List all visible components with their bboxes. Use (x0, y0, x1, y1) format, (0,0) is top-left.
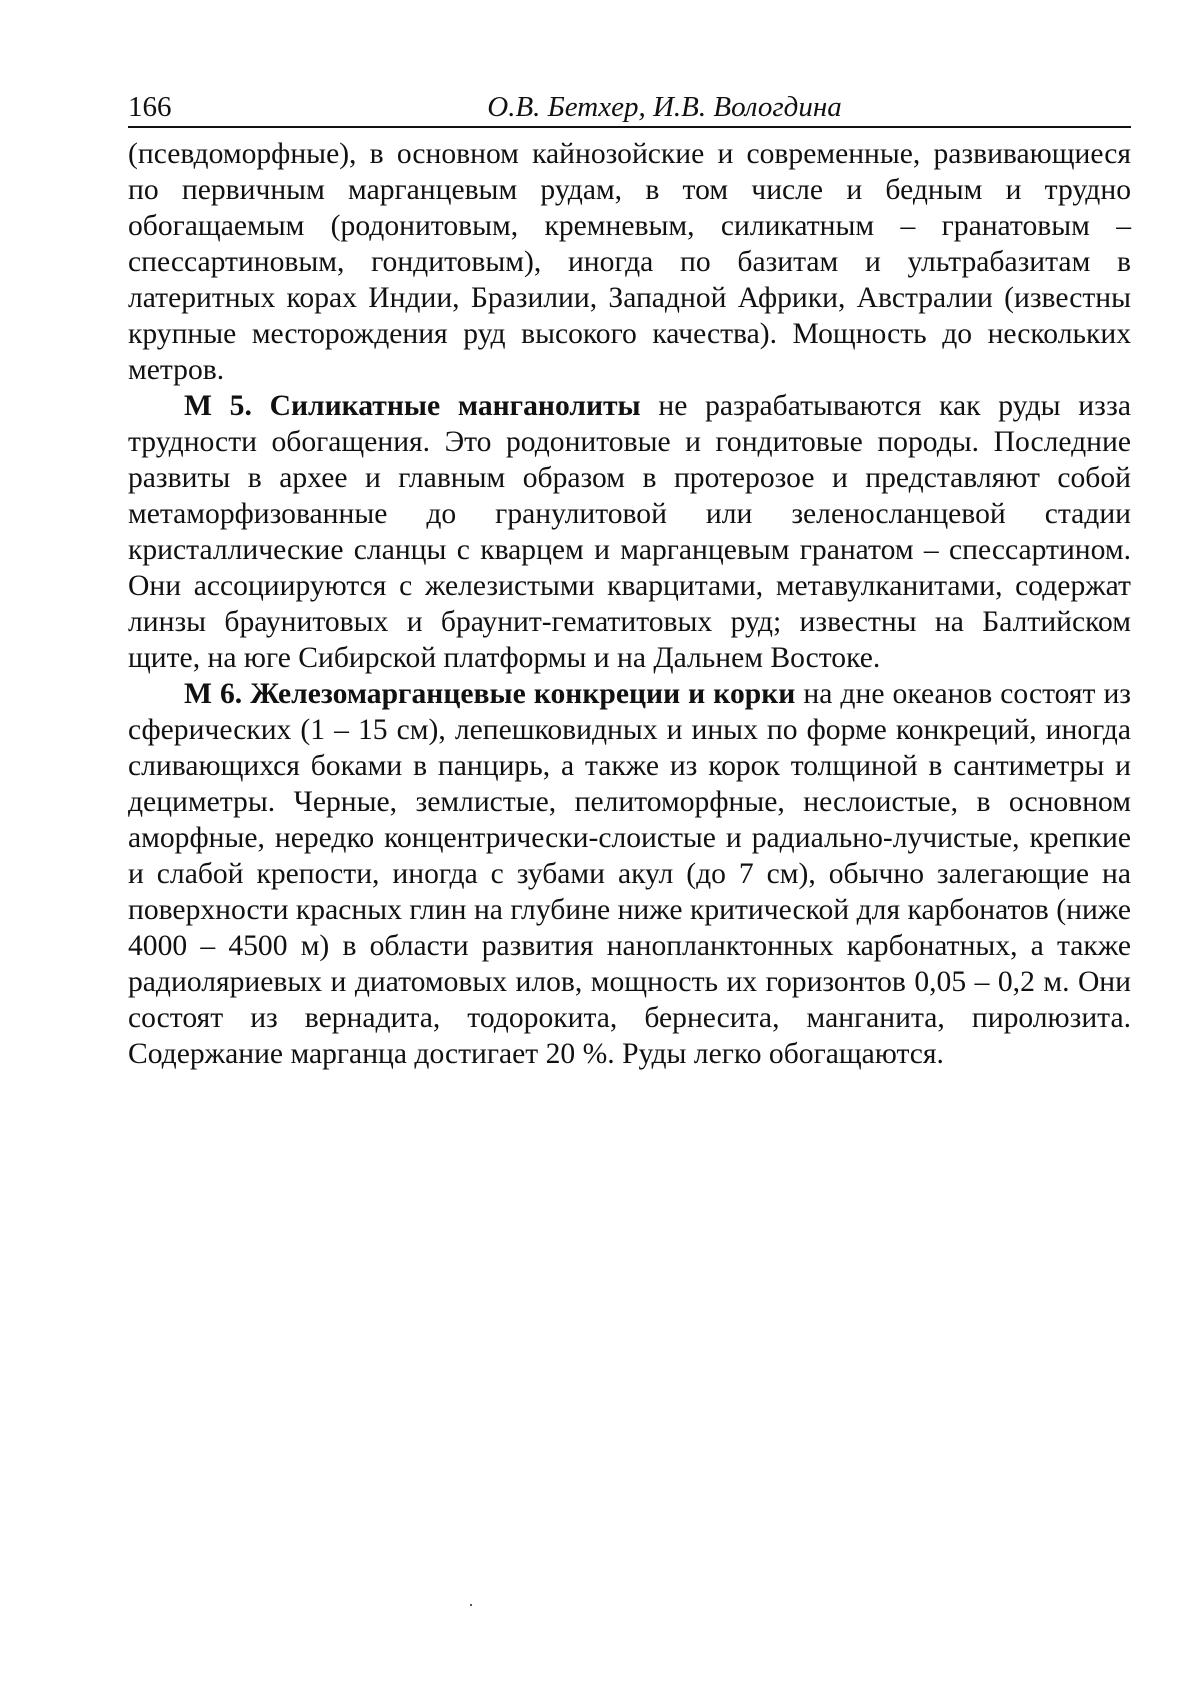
paragraph-text: не разрабатываются как руды изза трудности обогащения. Это родонитовые и гондитовые породы. Последние развиты в архее и главным образом в протерозое и представляют собой метаморфизованные до гранулитовой или зеленосланцевой стадии кристаллические сланцы с кварцем и марганцевым гранатом – спессартином. Они ассоциируются с железистыми кварцитами, метавулканитами, содержат линзы браунитовых и браунит-гематитовых руд; известны на Балтийском щите, на юге Сибирской платформы и на Дальнем Востоке. (128, 390, 1131, 674)
running-header (128, 88, 1131, 128)
paragraph-continuation (128, 136, 1131, 388)
scan-speck (470, 1604, 472, 1606)
page-number: 166 (128, 91, 172, 123)
running-header-authors: О.В. Бетхер, И.В. Вологдина (487, 91, 842, 123)
paragraph-text: на дне океанов состоят из сферических (1 – 15 см), лепешковидных и иных по форме конкреций, иногда сливающихся боками в панцирь, а также из корок толщиной в сантиметры и дециметры. Черные, землистые, пелитоморфные, неслоистые, в основном аморфные, нередко концентрически-слоистые и радиально-лучистые, крепкие и слабой крепости, иногда с зубами акул (до 7 см), обычно залегающие на поверхности красных глин на глубине ниже критической для карбонатов (ниже 4000 – 4500 м) в области развития нанопланктонных карбонатных, а также радиоляриевых и диатомовых илов, мощность их горизонтов 0,05 – 0,2 м. Они состоят из вернадита, тодорокита, бернесита, манганита, пиролюзита. Содержание марганца достигает 20 %. Руды легко обогащаются. (128, 678, 1131, 1070)
paragraph-m6 (128, 676, 1131, 1072)
section-term-m5: М 5. Силикатные манганолиты (184, 390, 641, 422)
section-term-m6: М 6. Железомарганцевые конкреции и корки (184, 678, 796, 710)
body-text (128, 136, 1131, 1072)
paragraph-text: (псевдоморфные), в основном кайнозойские и современные, развивающиеся по первичным марганцевым рудам, в том числе и бедным и трудно обогащаемым (родонитовым, кремневым, силикатным – гранатовым – спессартиновым, гондитовым), иногда по базитам и ультрабазитам в латеритных корах Индии, Бразилии, Западной Африки, Австралии (известны крупные месторождения руд высокого качества). Мощность до нескольких метров. (128, 138, 1131, 386)
paragraph-m5 (128, 388, 1131, 676)
book-page (128, 88, 1131, 1072)
